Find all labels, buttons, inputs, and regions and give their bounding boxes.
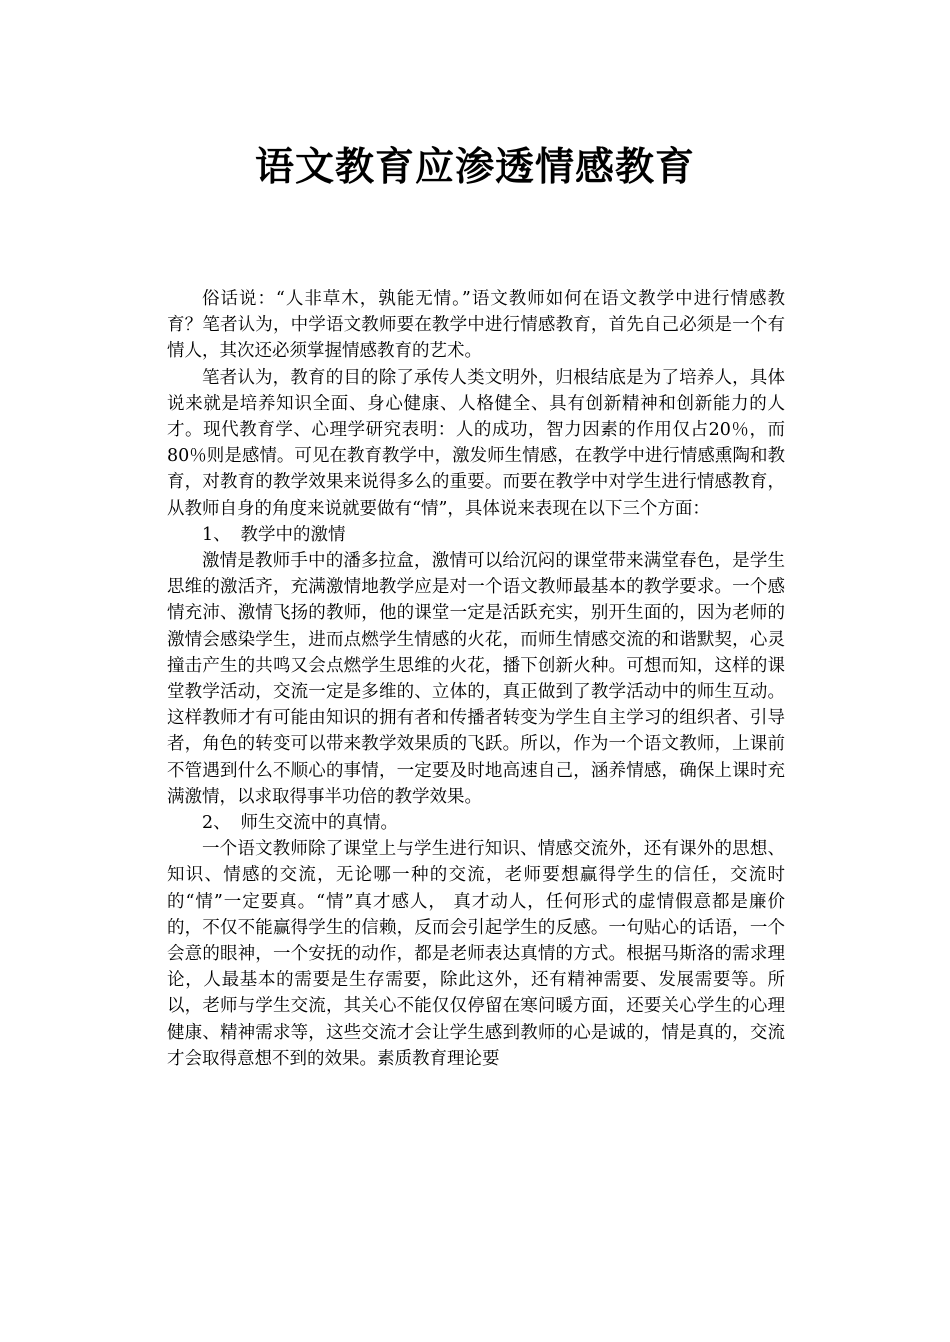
section-heading-1 [167,522,785,548]
section-heading-2 [167,810,785,836]
section-number: 1、 [202,524,231,545]
paragraph-passion: 激情是教师手中的潘多拉盒，激情可以给沉闷的课堂带来满堂春色，是学生思维的激活齐，充满激情地教学应是对一个语文教师最基本的教学要求。一个感情充沛、激情飞扬的教师，他的课堂一定是活跃充实，别开生面的，因为老师的激情会感染学生，进而点燃学生情感的火花，而师生情感交流的和谐默契，心灵撞击产生的共鸣又会点燃学生思维的火花，播下创新火种。可想而知，这样的课堂教学活动，交流一定是多维的、立体的，真正做到了教学活动中的师生互动。这样教师才有可能由知识的拥有者和传播者转变为学生自主学习的组织者、引导者，角色的转变可以带来教学效果质的飞跃。所以，作为一个语文教师，上课前不管遇到什么不顺心的事情，一定要及时地高速自己，涵养情感，确保上课时充满激情，以求取得事半功倍的教学效果。 [167,551,785,807]
paragraph-purpose: 笔者认为，教育的目的除了承传人类文明外，归根结底是为了培养人，具体说来就是培养知识全面、身心健康、人格健全、具有创新精神和创新能力的人才。现代教育学、心理学研究表明：人的成功，智力因素的作用仅占20％，而80％则是感情。可见在教育教学中，激发师生情感，在教学中进行情感熏陶和教育，对教育的教学效果来说得多么的重要。而要在教学中对学生进行情感教育，从教师自身的角度来说就要做有“情”，具体说来表现在以下三个方面： [167,367,785,519]
document-body [167,286,785,1072]
document-title: 语文教育应渗透情感教育 [254,145,695,190]
section-heading-text: 师生交流中的真情。 [240,813,398,834]
paragraph-intro: 俗话说：“人非草木，孰能无情。”语文教师如何在语文教学中进行情感教育？笔者认为，中学语文教师要在教学中进行情感教育，首先自己必须是一个有情人，其次还必须掌握情感教育的艺术。 [167,289,785,362]
section-number: 2、 [202,813,231,834]
section-heading-text: 教学中的激情 [240,524,346,545]
paragraph-sincerity: 一个语文教师除了课堂上与学生进行知识、情感交流外，还有课外的思想、知识、情感的交流，无论哪一种的交流，老师要想赢得学生的信任，交流时的“情”一定要真。“情”真才感人， 真才动人，任何形式的虚情假意都是廉价的，不仅不能赢得学生的信赖，反而会引起学生的反感。一句贴心的话语，一个会意的眼神，一个安抚的动作，都是老师表达真情的方式。根据马斯洛的需求理论，人最基本的需要是生存需要，除此这外，还有精神需要、发展需要等。所以，老师与学生交流，其关心不能仅仅停留在寒问暖方面，还要关心学生的心理健康、精神需求等，这些交流才会让学生感到教师的心是诚的，情是真的，交流才会取得意想不到的效果。素质教育理论要 [167,839,785,1069]
